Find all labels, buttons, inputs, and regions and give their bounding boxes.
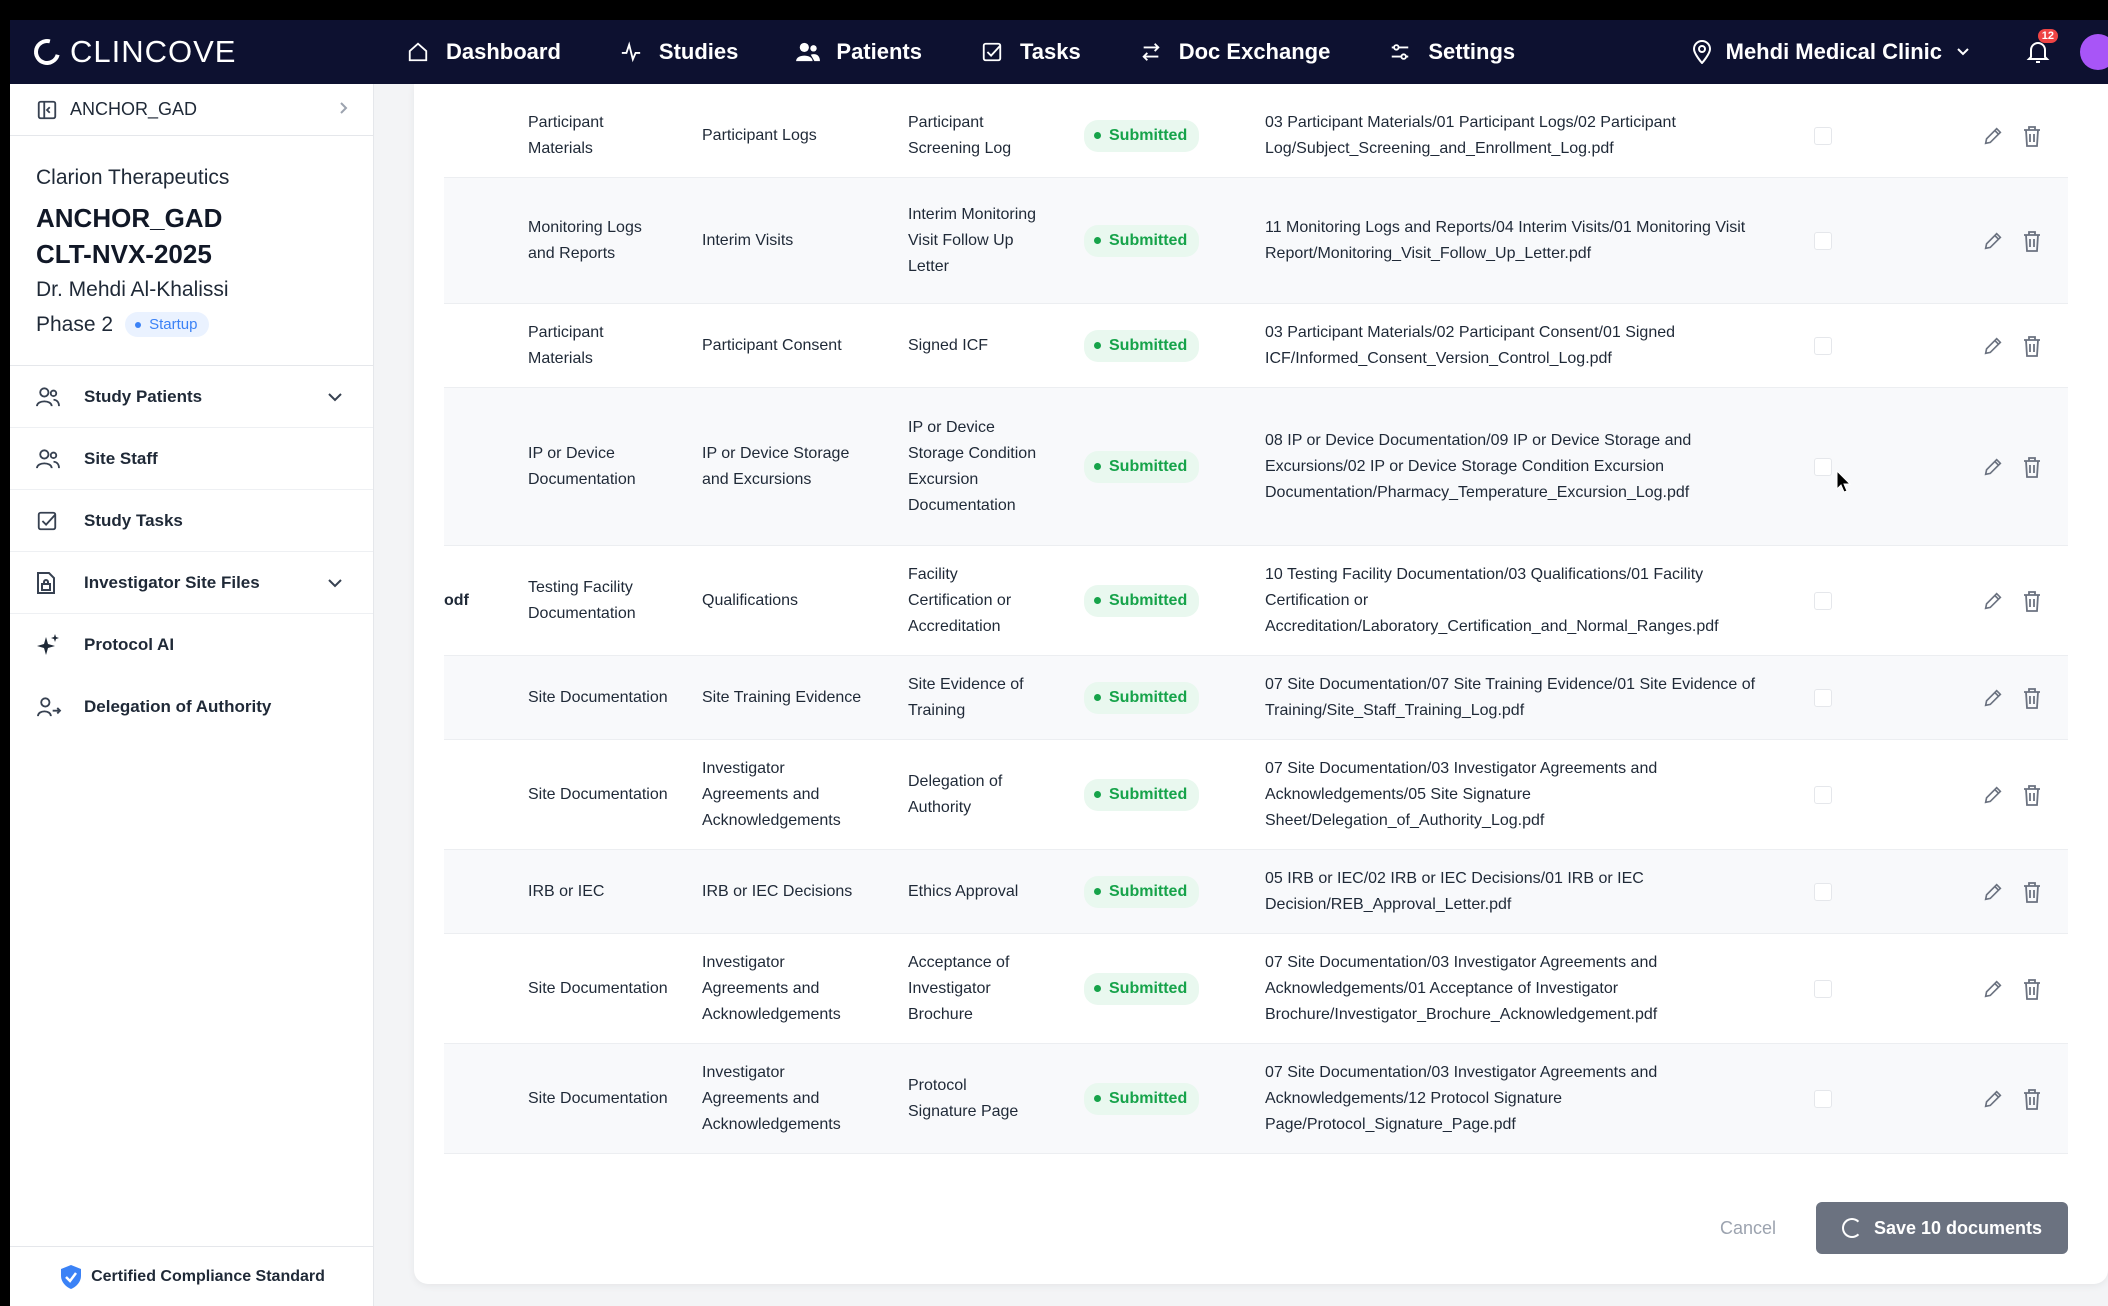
zone-cell: Monitoring Logs and Reports — [528, 218, 642, 262]
section-cell: IRB or IEC Decisions — [702, 882, 853, 900]
file-path-cell: 07 Site Documentation/03 Investigator Agreements and Acknowledgements/12 Protocol Signature Page/Protocol_Signature_Page.pdf — [1265, 1063, 1658, 1133]
table-row — [444, 934, 2068, 1044]
file-path-cell: 08 IP or Device Documentation/09 IP or Device Storage and Excursions/02 IP or Device Storage Condition Excursion Documentation/Pharmacy_Temperature_Excursion_Log.pdf — [1265, 431, 1692, 501]
trash-icon[interactable] — [2022, 335, 2042, 357]
artifact-cell: Facility Certification or Accreditation — [908, 565, 1012, 635]
trash-icon[interactable] — [2022, 978, 2042, 1000]
activity-icon — [617, 38, 645, 66]
sidebar-item-study-tasks[interactable]: Study Tasks — [10, 490, 373, 552]
table-row — [444, 1044, 2068, 1154]
documents-card — [414, 84, 2108, 1284]
status-cell — [1084, 682, 1199, 714]
logo-text: CLINCOVE — [70, 34, 237, 69]
status-cell — [1084, 120, 1199, 152]
status-badge: Submitted — [1084, 330, 1199, 362]
file-path-cell: 07 Site Documentation/03 Investigator Agreements and Acknowledgements/01 Acceptance of Investigator Brochure/Investigator_Brochure_Acknowledgement.pdf — [1265, 953, 1658, 1023]
shield-check-icon — [59, 1264, 83, 1290]
trash-icon[interactable] — [2022, 590, 2042, 612]
section-cell: Participant Consent — [702, 336, 842, 354]
notifications-button[interactable] — [2026, 30, 2054, 65]
file-path-cell: 07 Site Documentation/03 Investigator Agreements and Acknowledgements/05 Site Signature Sheet/Delegation_of_Authority_Log.pdf — [1265, 759, 1658, 829]
status-badge: Submitted — [1084, 120, 1199, 152]
users-icon — [794, 38, 822, 66]
zone-cell: Site Documentation — [528, 979, 668, 997]
status-badge: Submitted — [1084, 1083, 1199, 1115]
user-delegate-icon — [36, 696, 66, 718]
chevron-down-icon — [1956, 47, 1970, 57]
trash-icon[interactable] — [2022, 1088, 2042, 1110]
nav-patients[interactable]: Patients — [794, 38, 922, 66]
status-badge: Submitted — [1084, 451, 1199, 483]
sidebar-item-site-staff[interactable]: Site Staff — [10, 428, 373, 490]
row-checkbox[interactable] — [1814, 980, 1832, 998]
staff-icon — [36, 448, 66, 470]
row-checkbox[interactable] — [1814, 883, 1832, 901]
trash-icon[interactable] — [2022, 456, 2042, 478]
sidebar-item-investigator-site-files[interactable]: Investigator Site Files — [10, 552, 373, 614]
edit-icon[interactable] — [1982, 125, 2004, 147]
row-checkbox[interactable] — [1814, 786, 1832, 804]
section-cell: Qualifications — [702, 591, 799, 609]
row-checkbox[interactable] — [1814, 689, 1832, 707]
status-cell — [1084, 779, 1199, 811]
nav-studies[interactable]: Studies — [617, 38, 738, 66]
artifact-cell: Acceptance of Investigator Brochure — [908, 953, 1010, 1023]
avatar[interactable] — [2080, 34, 2108, 70]
status-badge: Startup — [125, 312, 209, 337]
project-switcher[interactable] — [10, 84, 373, 136]
row-checkbox[interactable] — [1814, 458, 1832, 476]
users-icon — [36, 386, 66, 408]
artifact-cell: IP or Device Storage Condition Excursion Documentation — [908, 418, 1037, 514]
compliance-badge: Certified Compliance Standard — [10, 1246, 374, 1306]
sidebar — [10, 84, 374, 1306]
table-row — [444, 94, 2068, 178]
chevron-right-icon — [339, 99, 349, 120]
artifact-cell: Interim Monitoring Visit Follow Up Letter — [908, 205, 1037, 275]
table-row — [444, 178, 2068, 304]
project-name: ANCHOR_GAD — [70, 99, 198, 119]
section-cell: Investigator Agreements and Acknowledgements — [702, 953, 841, 1023]
section-cell: Site Training Evidence — [702, 688, 862, 706]
zone-cell: Participant Materials — [528, 113, 604, 157]
nav-tasks[interactable]: Tasks — [978, 38, 1081, 66]
swap-icon — [1137, 38, 1165, 66]
nav-doc-exchange[interactable]: Doc Exchange — [1137, 38, 1331, 66]
zone-cell: Site Documentation — [528, 688, 668, 706]
protocol-number: CLT-NVX-2025 — [36, 239, 212, 269]
file-path-cell: 03 Participant Materials/01 Participant Logs/02 Participant Log/Subject_Screening_and_Enrollment_Log.pdf — [1265, 113, 1676, 157]
file-path-cell: 07 Site Documentation/07 Site Training Evidence/01 Site Evidence of Training/Site_Staff_Training_Log.pdf — [1265, 675, 1756, 719]
edit-icon[interactable] — [1982, 784, 2004, 806]
study-phase: Phase 2 — [36, 312, 114, 336]
status-cell — [1084, 451, 1199, 483]
edit-icon[interactable] — [1982, 456, 2004, 478]
section-cell: IP or Device Storage and Excursions — [702, 444, 850, 488]
principal-investigator: Dr. Mehdi Al-Khalissi — [36, 278, 229, 301]
table-row — [444, 656, 2068, 740]
save-documents-button[interactable]: Save 10 documents — [1816, 1202, 2068, 1254]
row-checkbox[interactable] — [1814, 1090, 1832, 1108]
artifact-cell: Participant Screening Log — [908, 113, 1012, 157]
section-cell: Participant Logs — [702, 126, 817, 144]
zone-cell: Site Documentation — [528, 1089, 668, 1107]
status-badge: Submitted — [1084, 779, 1199, 811]
file-path-cell: 03 Participant Materials/02 Participant Consent/01 Signed ICF/Informed_Consent_Version_Control_Log.pdf — [1265, 323, 1676, 367]
truncated-cell: odf — [444, 591, 469, 609]
table-row — [444, 304, 2068, 388]
sponsor-name: Clarion Therapeutics — [36, 166, 230, 189]
sidebar-item-study-patients[interactable]: Study Patients — [10, 366, 373, 428]
trash-icon[interactable] — [2022, 784, 2042, 806]
file-path-cell: 05 IRB or IEC/02 IRB or IEC Decisions/01 IRB or IEC Decision/REB_Approval_Letter.pdf — [1265, 869, 1644, 913]
table-row — [444, 388, 2068, 546]
status-badge: Submitted — [1084, 876, 1199, 908]
artifact-cell: Delegation of Authority — [908, 772, 1003, 816]
artifact-cell: Ethics Approval — [908, 882, 1019, 900]
trash-icon[interactable] — [2022, 230, 2042, 252]
status-cell — [1084, 876, 1199, 908]
zone-cell: Site Documentation — [528, 785, 668, 803]
edit-icon[interactable] — [1982, 978, 2004, 1000]
section-cell: Investigator Agreements and Acknowledgements — [702, 759, 841, 829]
row-checkbox[interactable] — [1814, 232, 1832, 250]
section-cell: Interim Visits — [702, 231, 794, 249]
edit-icon[interactable] — [1982, 1088, 2004, 1110]
mouse-cursor-icon — [1836, 470, 1852, 494]
study-info — [10, 136, 373, 366]
table-row — [444, 740, 2068, 850]
trash-icon[interactable] — [2022, 881, 2042, 903]
row-checkbox[interactable] — [1814, 127, 1832, 145]
sidebar-item-delegation-of-authority[interactable]: Delegation of Authority — [10, 676, 373, 738]
main-nav — [10, 20, 2108, 84]
zone-cell: Testing Facility Documentation — [528, 578, 636, 622]
status-cell — [1084, 1083, 1199, 1115]
clinic-selector[interactable] — [1692, 39, 1970, 65]
edit-icon[interactable] — [1982, 335, 2004, 357]
edit-icon[interactable] — [1982, 590, 2004, 612]
status-cell — [1084, 225, 1199, 257]
status-badge: Submitted — [1084, 682, 1199, 714]
trash-icon[interactable] — [2022, 125, 2042, 147]
status-badge: Submitted — [1084, 225, 1199, 257]
home-icon — [404, 38, 432, 66]
edit-icon[interactable] — [1982, 230, 2004, 252]
file-lock-icon — [36, 571, 66, 595]
notification-count-badge: 12 — [2038, 29, 2058, 43]
main-content — [374, 84, 2108, 1306]
nav-dashboard[interactable]: Dashboard — [404, 38, 561, 66]
trash-icon[interactable] — [2022, 687, 2042, 709]
zone-cell: IRB or IEC — [528, 882, 605, 900]
sidebar-item-protocol-ai[interactable]: Protocol AI — [10, 614, 373, 676]
documents-table — [444, 94, 2068, 1154]
section-cell: Investigator Agreements and Acknowledgements — [702, 1063, 841, 1133]
file-path-cell: 11 Monitoring Logs and Reports/04 Interim Visits/01 Monitoring Visit Report/Monitoring_Visit_Follow_Up_Letter.pdf — [1265, 218, 1746, 262]
sparkle-icon — [36, 633, 66, 657]
clinic-name: Mehdi Medical Clinic — [1725, 39, 1942, 64]
status-badge: Submitted — [1084, 585, 1199, 617]
status-cell — [1084, 973, 1199, 1005]
file-path-cell: 10 Testing Facility Documentation/03 Qualifications/01 Facility Certification or Accreditation/Laboratory_Certification_and_Normal_Ranges.pdf — [1265, 565, 1719, 635]
row-checkbox[interactable] — [1814, 337, 1832, 355]
artifact-cell: Protocol Signature Page — [908, 1076, 1019, 1120]
table-row — [444, 850, 2068, 934]
top-bar — [0, 0, 2108, 84]
artifact-cell: Signed ICF — [908, 336, 989, 354]
zone-cell: Participant Materials — [528, 323, 604, 367]
edit-icon[interactable] — [1982, 881, 2004, 903]
panel-icon — [36, 99, 58, 121]
location-pin-icon — [1692, 40, 1712, 64]
logo-mark-icon — [29, 34, 65, 70]
checkbox-icon — [36, 510, 66, 532]
sliders-icon — [1386, 38, 1414, 66]
edit-icon[interactable] — [1982, 687, 2004, 709]
cancel-button[interactable]: Cancel — [1719, 1217, 1776, 1238]
zone-cell: IP or Device Documentation — [528, 444, 636, 488]
table-row — [444, 546, 2068, 656]
chevron-down-icon — [327, 392, 343, 402]
row-checkbox[interactable] — [1814, 592, 1832, 610]
artifact-cell: Site Evidence of Training — [908, 675, 1024, 719]
study-name: ANCHOR_GAD — [36, 203, 223, 233]
app-logo[interactable] — [34, 34, 404, 70]
loading-spinner-icon — [1842, 1218, 1862, 1238]
status-cell — [1084, 585, 1199, 617]
nav-settings[interactable]: Settings — [1386, 38, 1515, 66]
status-cell — [1084, 330, 1199, 362]
status-badge: Submitted — [1084, 973, 1199, 1005]
checkbox-icon — [978, 38, 1006, 66]
chevron-down-icon — [327, 578, 343, 588]
